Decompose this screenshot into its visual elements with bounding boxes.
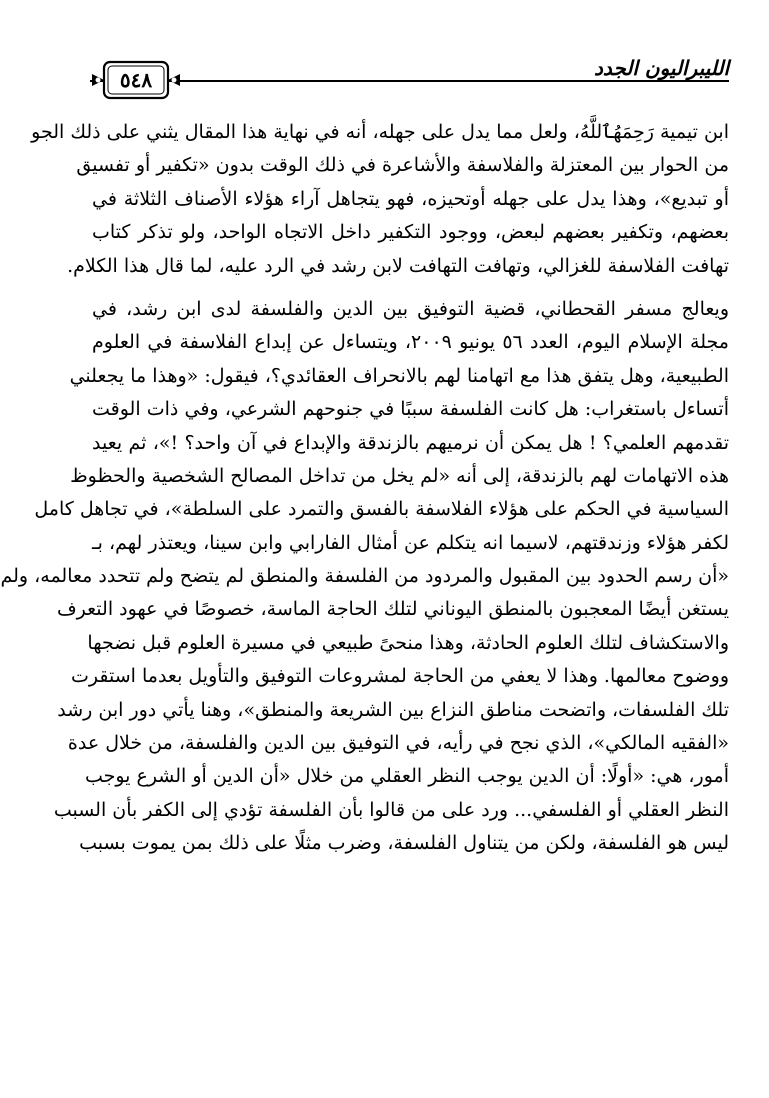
text-line: مجلة الإسلام اليوم، العدد ٥٦ يونيو ٢٠٠٩، ويتساءل عن إبداع الفلاسفة في العلوم — [92, 331, 729, 354]
paragraph-2 — [0, 293, 729, 861]
text-line: ليس هو الفلسفة، ولكن من يتناول الفلسفة، وضرب مثلًا على ذلك بمن يموت بسبب — [79, 832, 729, 855]
text-line: من الحوار بين المعتزلة والفلاسفة والأشاعرة في ذلك الوقت بدون «تكفير أو تفسيق — [76, 154, 729, 177]
text-line: أمور، هي: «أولًا: أن الدين يوجب النظر العقلي من خلال «أن الدين أو الشرع يوجب — [84, 765, 729, 788]
text-line: «الفقيه المالكي»، الذي نجح في رأيه، في التوفيق بين الدين والفلسفة، من خلال عدة — [67, 732, 729, 755]
text-line: السياسية في الحكم على هؤلاء الفلاسفة بالفسق والتمرد على السلطة»، في تجاهل كامل — [34, 498, 729, 521]
text-line: أو تبديع»، وهذا يدل على جهله أوتحيزه، فهو يتجاهل آراء هؤلاء الأصناف الثلاثة في — [92, 187, 729, 210]
text-line: تهافت الفلاسفة للغزالي، وتهافت التهافت لابن رشد في الرد عليه، لما قال هذا الكلام. — [67, 254, 729, 277]
page-header — [90, 56, 729, 106]
text-line: ويعالج مسفر القحطاني، قضية التوفيق بين الدين والفلسفة لدى ابن رشد، في — [92, 297, 729, 320]
text-line: الطبيعية، وهل يتفق هذا مع اتهامنا لهم بالانحراف العقائدي؟، فيقول: «وهذا ما يجعلني — [69, 364, 729, 387]
page-number-frame — [90, 60, 182, 100]
text-line: النظر العقلي أو الفلسفي... ورد على من قالوا بأن الفلسفة تؤدي إلى الكفر بأن السبب — [53, 798, 729, 821]
text-line: ابن تيمية رَحِمَهُٱللَّهُ، ولعل مما يدل على جهله، أنه في نهاية هذا المقال يثني على ذلك الجو — [31, 121, 729, 143]
text-line: تلك الفلسفات، واتضحت مناطق النزاع بين الشريعة والمنطق»، وهنا يأتي دور ابن رشد — [57, 698, 729, 721]
running-title: الليبراليون الجدد — [588, 56, 729, 80]
text-line: أتساءل باستغراب: هل كانت الفلسفة سببًا في جنوحهم الشرعي، وفي ذات الوقت — [92, 398, 729, 421]
text-line: يستغن أيضًا المعجبون بالمنطق اليوناني لتلك الحاجة الماسة، خصوصًا في عهود التعرف — [56, 598, 729, 621]
page-number: ٥٤٨ — [119, 68, 153, 92]
text-line: ووضوح معالمها. وهذا لا يعفي من الحاجة لمشروعات التوفيق والتأويل بعدما استقرت — [71, 665, 729, 688]
text-line: هذه الاتهامات لهم بالزندقة، إلى أنه «لم يخل من تداخل المصالح الشخصية والحظوظ — [70, 464, 729, 487]
text-line: «أن رسم الحدود بين المقبول والمردود من الفلسفة والمنطق لم يتضح ولم تتحدد معالمه، ولم — [0, 565, 729, 588]
paragraph-1 — [31, 116, 729, 283]
body-text — [0, 116, 729, 861]
text-line: لكفر هؤلاء وزندقتهم، لاسيما انه يتكلم عن أمثال الفارابي وابن سينا، ويعتذر لهم، بـ — [92, 531, 729, 554]
text-line: تقدمهم العلمي؟ ! هل يمكن أن نرميهم بالزندقة والإبداع في آن واحد؟ !»، ثم يعيد — [92, 431, 729, 454]
header-rule — [90, 80, 729, 82]
text-line: والاستكشاف لتلك العلوم الحادثة، وهذا منحىً طبيعي في مسيرة العلوم قبل نضجها — [87, 631, 729, 654]
text-line: بعضهم، وتكفير بعضهم لبعض، ووجود التكفير داخل الاتجاه الواحد، ولو تذكر كتاب — [92, 221, 729, 244]
